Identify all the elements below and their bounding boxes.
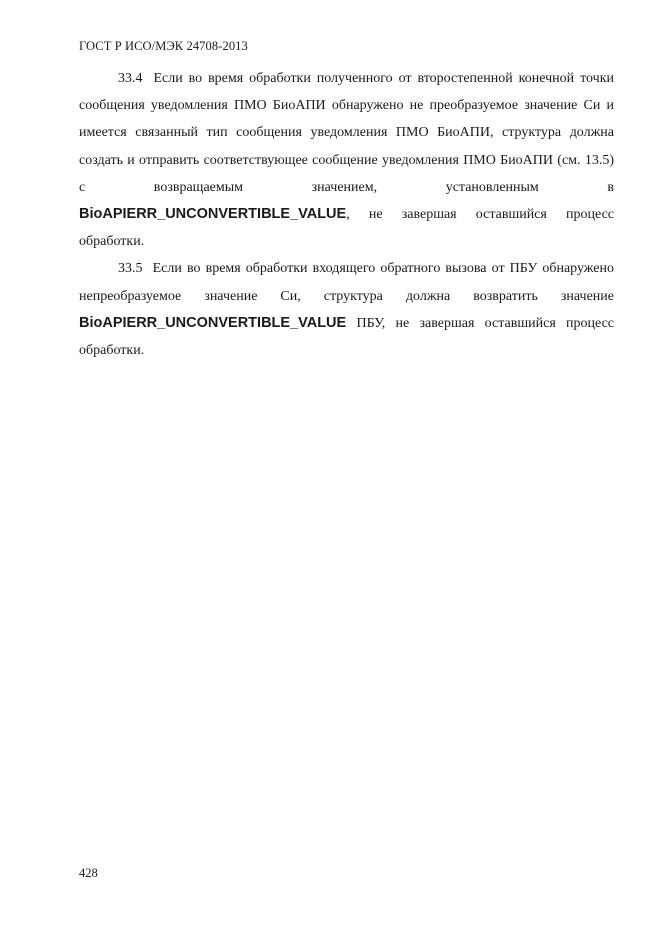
paragraph-33-4: [79, 65, 614, 255]
document-body: [79, 65, 614, 364]
error-code: BioAPIERR_UNCONVERTIBLE_VALUE: [79, 314, 347, 331]
paragraph-text: Если во время обработки входящего обратного вызова от ПБУ обнаружено непреобразуемое значение Си, структура должна возвратить значение: [79, 261, 614, 304]
paragraph-33-5: [79, 255, 614, 364]
paragraph-text-end: ПБУ, не завершая оставшийся процесс обработки.: [79, 315, 614, 359]
error-code: BioAPIERR_UNCONVERTIBLE_VALUE: [79, 206, 347, 223]
paragraph-text-end: , не завершая оставшийся процесс обработки.: [79, 207, 614, 250]
paragraph-text: Если во время обработки полученного от второстепенной конечной точки сообщения уведомления ПМО БиоАПИ обнаружено не преобразуемое значение Си и имеется связанный тип сообщения уведомления ПМО БиоАПИ, структура должна создать и отправить соответствующее сообщение уведомления ПМО БиоАПИ (см. 13.5) с возвращаемым значением, установленным в: [79, 71, 614, 195]
document-header: ГОСТ Р ИСО/МЭК 24708-2013: [79, 39, 248, 53]
page-number: 428: [79, 866, 98, 880]
section-number: 33.5: [118, 261, 143, 277]
section-number: 33.4: [118, 71, 143, 86]
